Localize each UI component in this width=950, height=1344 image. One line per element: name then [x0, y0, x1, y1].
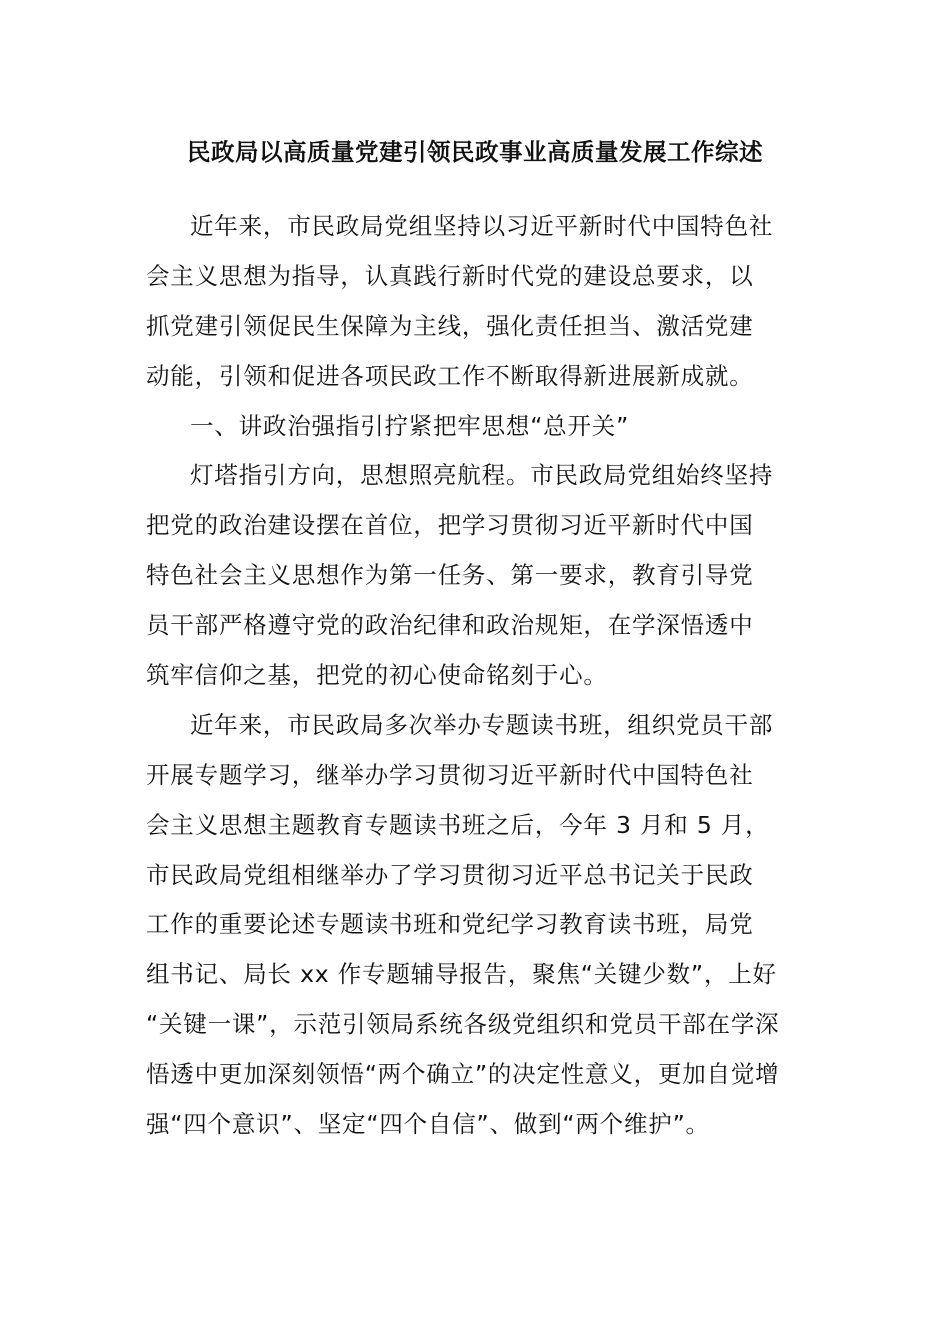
paragraph-1-line-4: 动能，引领和促进各项民政工作不断取得新进展新成就。: [146, 361, 754, 390]
paragraph-3-line-8: 悟透中更加深刻领悟“两个确立”的决定性意义，更加自觉增: [146, 1060, 780, 1089]
paragraph-3-line-6: 组书记、局长 xx 作专题辅导报告，聚焦“关键少数”，上好: [146, 960, 777, 989]
paragraph-3-line-7: “关键一课”，示范引领局系统各级党组织和党员干部在学深: [146, 1010, 780, 1039]
paragraph-2-line-2: 把党的政治建设摆在首位，把学习贯彻习近平新时代中国: [146, 511, 754, 540]
paragraph-3-line-5: 工作的重要论述专题读书班和党纪学习教育读书班，局党: [146, 910, 754, 939]
paragraph-1-line-3: 抓党建引领促民生保障为主线，强化责任担当、激活党建: [146, 311, 754, 340]
paragraph-1-line-2: 会主义思想为指导，认真践行新时代党的建设总要求，以: [146, 261, 754, 290]
section-heading-1: 一、讲政治强指引拧紧把牢思想“总开关”: [190, 411, 630, 440]
paragraph-3-line-9: 强“四个意识”、坚定“四个自信”、做到“两个维护”。: [146, 1110, 710, 1139]
paragraph-2-line-3: 特色社会主义思想作为第一任务、第一要求，教育引导党: [146, 561, 754, 590]
paragraph-3-line-4: 市民政局党组相继举办了学习贯彻习近平总书记关于民政: [146, 860, 754, 889]
paragraph-3-line-1: 近年来，市民政局多次举办专题读书班，组织党员干部: [190, 710, 774, 739]
document-body: [146, 202, 806, 1150]
paragraph-3-line-2: 开展专题学习，继举办学习贯彻习近平新时代中国特色社: [146, 760, 754, 789]
paragraph-2-line-4: 员干部严格遵守党的政治纪律和政治规矩，在学深悟透中: [146, 611, 754, 640]
paragraph-2-line-1: 灯塔指引方向，思想照亮航程。市民政局党组始终坚持: [190, 461, 774, 490]
document-title: 民政局以高质量党建引领民政事业高质量发展工作综述: [187, 138, 763, 166]
paragraph-3-line-3: 会主义思想主题教育专题读书班之后，今年 3 月和 5 月，: [146, 810, 770, 839]
paragraph-2-line-5: 筑牢信仰之基，把党的初心使命铭刻于心。: [146, 661, 608, 690]
paragraph-1-line-1: 近年来，市民政局党组坚持以习近平新时代中国特色社: [190, 212, 774, 240]
